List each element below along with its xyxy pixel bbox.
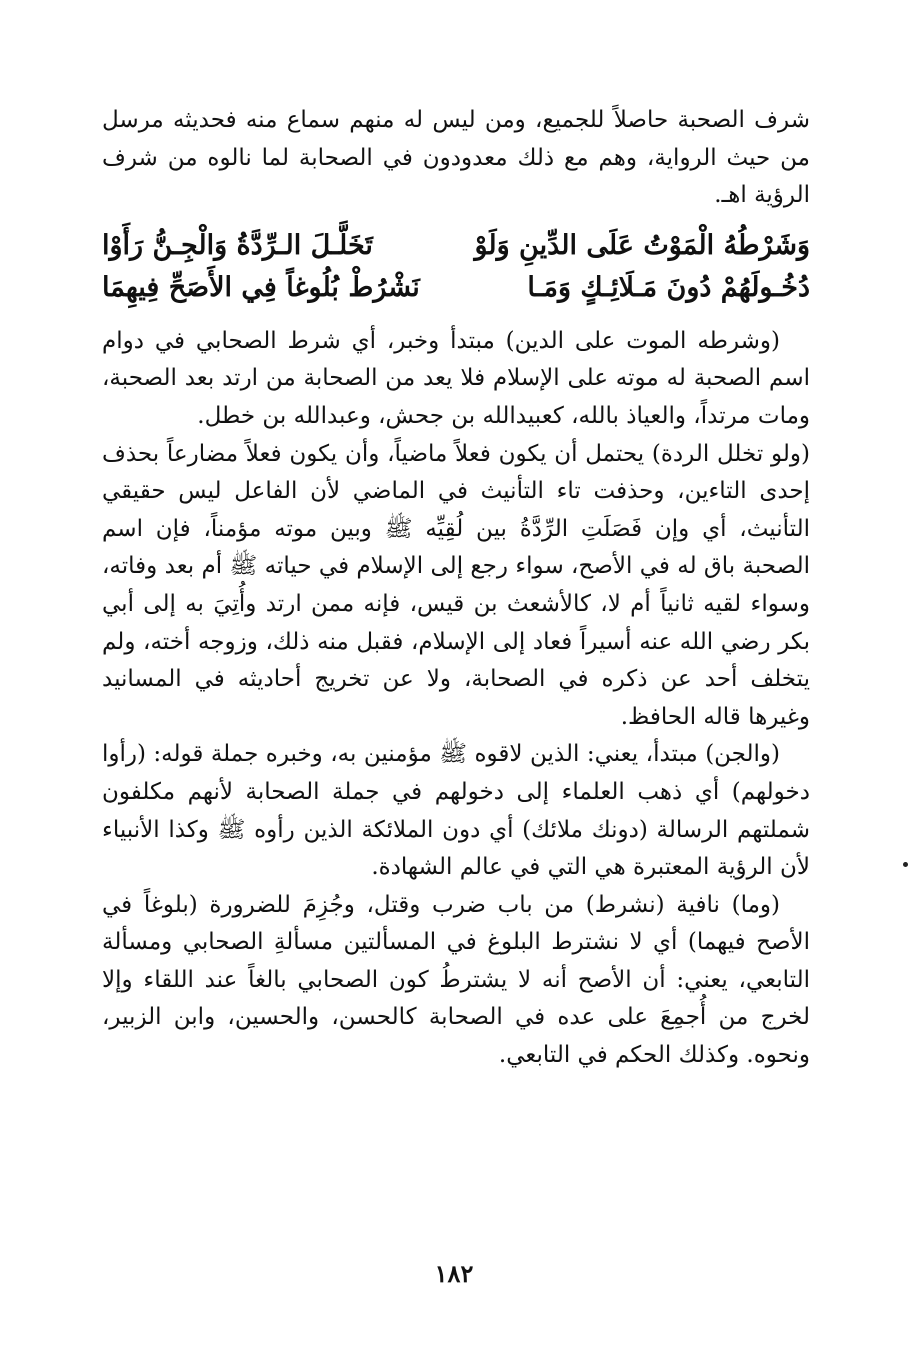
verse-line-2-first-hemistich: دُخُـولَهُمْ دُونَ مَـلَائِـكٍ وَمَـا (527, 271, 810, 303)
paragraph-continuation: شرف الصحبة حاصلاً للجميع، ومن ليس له منهم سماع منه فحديثه مرسل من حيث الرواية، وهم مع ذلك معدودون في الصحابة لما نالوه من شرف الرؤية اهـ. (102, 107, 810, 209)
verse-line-2 (102, 267, 810, 309)
verse-line-2-second-hemistich: نَشْرُطْ بُلُوغاً فِي الأَصَحِّ فِيهِمَا (102, 271, 420, 303)
commentary-paragraph-maturity: (وما) نافية (نشرط) من باب ضرب وقتل، وجُزِمَ للضرورة (بلوغاً في الأصح فيهما) أي لا نشترط البلوغ في المسألتين مسألةِ الصحابي ومسألة التابعي، يعني: أن الأصح أنه لا يشترطُ كون الصحابي بالغاً عند اللقاء وإلا لخرج من أُجمِعَ على عده في الصحابة كالحسن، والحسين، وابن الزبير، ونحوه. وكذلك الحكم في التابعي. (102, 891, 810, 1069)
page-number: ١٨٢ (434, 1259, 474, 1288)
verse-line-1-first-hemistich: وَشَرْطُهُ الْمَوْتُ عَلَى الدِّينِ وَلَوْ (474, 229, 810, 261)
verse-line-1-second-hemistich: تَخَلَّـلَ الـرِّدَّةُ وَالْجِـنُّ رَأَوْا (102, 229, 373, 261)
margin-mark (903, 862, 908, 867)
commentary-paragraph-jinn: (والجن) مبتدأ، يعني: الذين لاقوه ﷺ مؤمنين به، وخبره جملة قوله: (رأوا دخولهم) أي ذهب العلماء إلى دخولهم في جملة الصحابة لأنهم مكلفون شملتهم الرسالة (دونك ملائك) أي دون الملائكة الذين رأوه ﷺ وكذا الأنبياء لأن الرؤية المعتبرة هي التي في عالم الشهادة. (102, 741, 810, 881)
verse-line-1 (102, 225, 810, 267)
commentary-paragraph-condition: (وشرطه الموت على الدين) مبتدأ وخبر، أي شرط الصحابي في دوام اسم الصحبة له موته على الإسلام فلا يعد من الصحابة من ارتد بعد الصحبة، ومات مرتداً، والعياذ بالله، كعبيدالله بن جحش، وعبدالله بن خطل. (102, 327, 810, 429)
verse-block (102, 225, 810, 309)
commentary-paragraph-apostasy: (ولو تخلل الردة) يحتمل أن يكون فعلاً ماضياً، وأن يكون فعلاً مضارعاً بحذف إحدى التاءين، وحذفت تاء التأنيث في الماضي لأن الفاعل ليس حقيقي التأنيث، أي وإن فَصَلَتِ الرِّدَّةُ بين لُقِيِّه ﷺ وبين موته مؤمناً، فإن اسم الصحبة باق له في الأصح، سواء رجع إلى الإسلام في حياته ﷺ أم بعد وفاته، وسواء لقيه ثانياً أم لا، كالأشعث بن قيس، فإنه ممن ارتد وأُتِيَ به إلى أبي بكر رضي الله عنه أسيراً فعاد إلى الإسلام، فقبل منه ذلك، وزوجه أخته، ولم يتخلف أحد عن ذكره في الصحابة، ولا عن تخريج أحاديثه في المسانيد وغيرها قاله الحافظ. (102, 440, 810, 730)
